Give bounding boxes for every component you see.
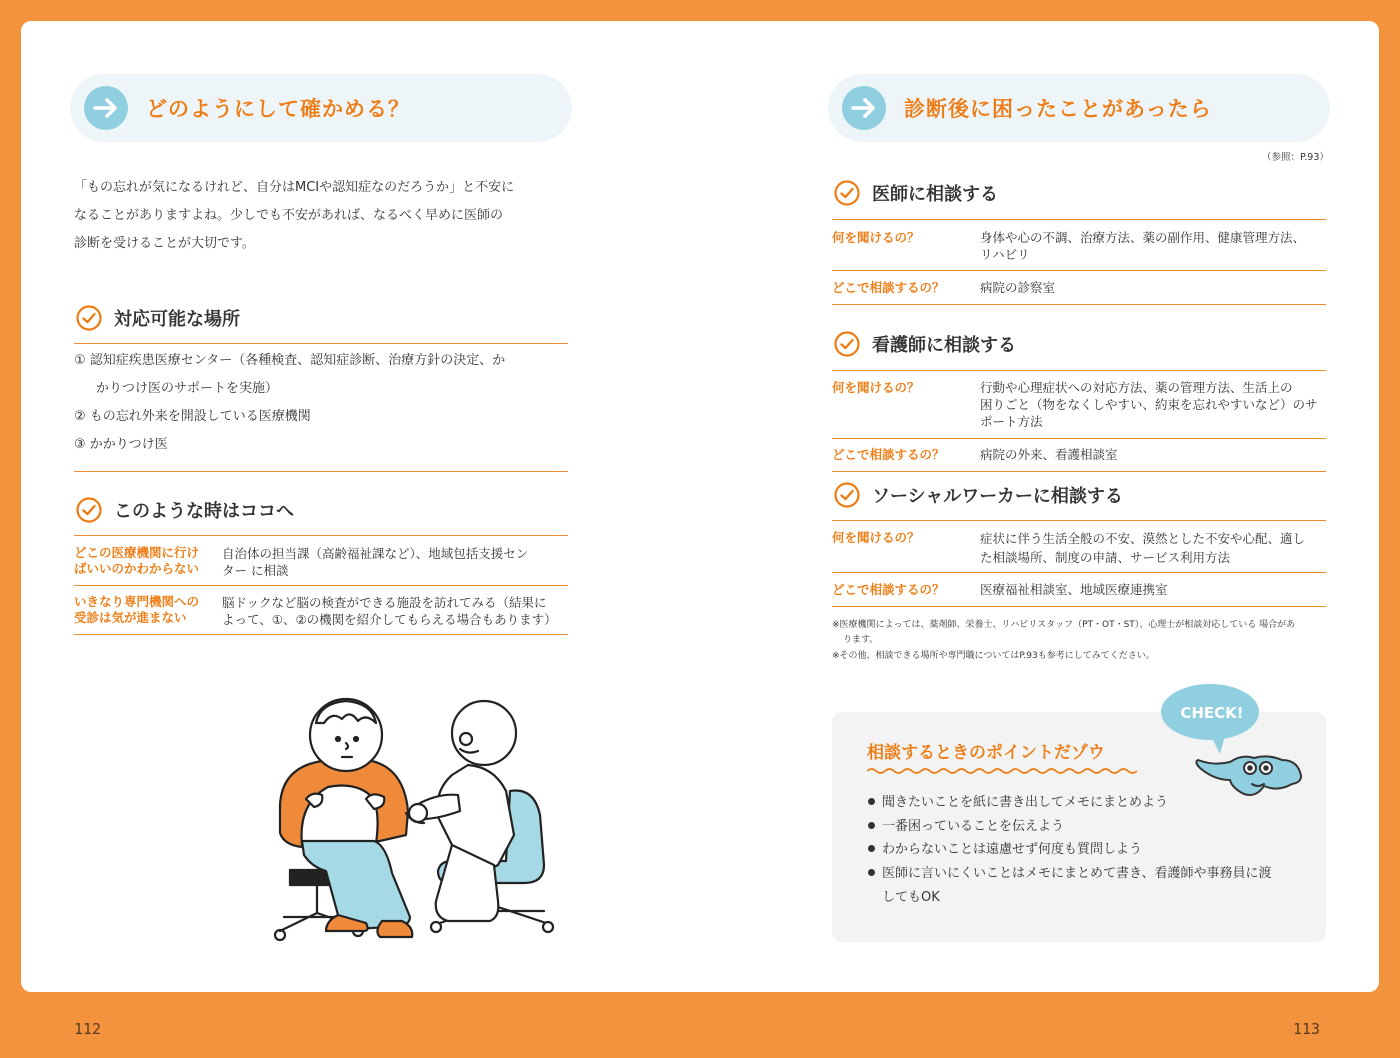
left-section-header: [70, 74, 572, 142]
left-section-title: どのようにして確かめる？: [146, 97, 410, 121]
right-section-title: 診断後に困ったことがあったら: [904, 97, 1212, 121]
social-where-question: どこで相談するの？: [832, 582, 945, 597]
tip-item-4: 医師に言いにくいことはメモにまとめて書き、看護師や事務員に渡: [868, 863, 1271, 885]
divider: [832, 572, 1326, 573]
nurse-where-question: どこで相談するの？: [832, 447, 945, 462]
elephant-mascot-icon: [1192, 752, 1307, 804]
page-number-left: 112: [74, 1020, 102, 1038]
divider: [74, 634, 568, 635]
divider: [74, 471, 568, 472]
intro-line-2: なることがありますよね。少しでも不安があれば、なるべく早めに医師の: [74, 208, 504, 223]
footnote-1-cont: ります。: [843, 635, 879, 645]
tip-item-1: 聞きたいことを紙に書き出してメモにまとめよう: [868, 792, 1168, 814]
svg-text:CHECK!: CHECK!: [1180, 704, 1244, 722]
social-what-question: 何を聞けるの？: [832, 530, 920, 545]
here-title: このような時はココへ: [114, 501, 294, 522]
check-circle-icon: [834, 331, 860, 357]
divider: [832, 219, 1326, 220]
social-worker-heading: [834, 482, 1123, 508]
divider: [74, 585, 568, 586]
arrow-right-icon: [84, 86, 128, 130]
footnote-1: ※医療機関によっては、薬剤師、栄養士、リハビリスタッフ（PT・OT・ST）、心理士が相談対応している 場合があ: [832, 620, 1296, 630]
here-heading: [76, 497, 294, 523]
nurse-heading: [834, 331, 1016, 357]
social-what-answer: 症状に伴う生活全般の不安、漠然とした不安や心配、適し た相談場所、制度の申請、サービス利用方法: [980, 531, 1306, 565]
divider: [832, 520, 1326, 521]
nurse-what-question: 何を聞けるの？: [832, 380, 920, 395]
place-item-1: ① 認知症疾患医療センター（各種検査、認知症診断、治療方針の決定、か: [74, 353, 506, 368]
check-circle-icon: [76, 305, 102, 331]
doctor-where-question: どこで相談するの？: [832, 280, 945, 295]
place-item-3: ③ かかりつけ医: [74, 437, 168, 452]
bullet: [868, 845, 875, 852]
intro-line-1: 「もの忘れが気になるけれど、自分はMCIや認知症なのだろうか」と不安に: [74, 180, 515, 195]
tip-item-2: 一番困っていることを伝えよう: [868, 816, 1064, 838]
nurse-where-answer: 病院の外来、看護相談室: [980, 447, 1118, 462]
intro-line-3: 診断を受けることが大切です。: [74, 236, 255, 251]
divider: [832, 606, 1326, 607]
places-title: 対応可能な場所: [114, 309, 240, 330]
social-worker-title: ソーシャルワーカーに相談する: [872, 486, 1123, 507]
place-item-2: ② もの忘れ外来を開設している医療機関: [74, 409, 311, 424]
places-heading: [76, 305, 240, 331]
here-row-1-question: どこの医療機関に行け ばいいのかわからない: [74, 545, 200, 576]
bullet: [868, 798, 875, 805]
divider: [832, 370, 1326, 371]
page-number-right: 113: [1293, 1020, 1321, 1038]
tip-item-3: わからないことは遠慮せず何度も質問しよう: [868, 839, 1142, 861]
here-row-2-answer: 脳ドックなど脳の検査ができる施設を訪れてみる（結果に よって、①、②の機関を紹介してもらえる場合もあります）: [222, 595, 557, 627]
wavy-underline: [867, 767, 1137, 775]
check-circle-icon: [834, 180, 860, 206]
place-item-1-cont: かりつけ医のサポートを実施）: [96, 381, 279, 396]
social-where-answer: 医療福祉相談室、地域医療連携室: [980, 582, 1168, 597]
nurse-title: 看護師に相談する: [872, 335, 1016, 356]
here-row-2-question: いきなり専門機関への 受診は気が進まない: [74, 594, 200, 625]
doctor-where-answer: 病院の診察室: [980, 280, 1056, 295]
check-circle-icon: [76, 497, 102, 523]
right-section-header: [828, 74, 1330, 142]
divider: [74, 343, 568, 344]
tip-item-4-cont: してもOK: [882, 890, 940, 905]
bullet: [868, 822, 875, 829]
divider: [832, 270, 1326, 271]
doctor-what-answer: 身体や心の不調、治療方法、薬の副作用、健康管理方法、 リハビリ: [980, 230, 1306, 262]
footnote-2: ※その他、相談できる場所や専門職についてはP.93も参考にしてみてください。: [832, 651, 1155, 661]
nurse-what-answer: 行動や心理症状への対応方法、薬の管理方法、生活上の 困りごと（物をなくしやすい、約束を忘れやすいなど）のサ ポート方法: [980, 380, 1318, 429]
doctor-what-question: 何を聞けるの？: [832, 230, 920, 245]
bullet: [868, 869, 875, 876]
doctor-title: 医師に相談する: [872, 184, 998, 205]
arrow-right-icon: [842, 86, 886, 130]
divider: [74, 535, 568, 536]
divider: [832, 304, 1326, 305]
divider: [832, 471, 1326, 472]
reference-note: （参照：P.93）: [1262, 152, 1329, 163]
divider: [832, 438, 1326, 439]
doctor-heading: [834, 180, 998, 206]
check-circle-icon: [834, 482, 860, 508]
tips-title: 相談するときのポイントだゾウ: [867, 743, 1105, 763]
here-row-1-answer: 自治体の担当課（高齢福祉課など）、地域包括支援セン ター に相談: [222, 546, 529, 578]
check-speech-bubble: [1160, 682, 1260, 754]
doctor-patient-illustration: [262, 695, 562, 945]
